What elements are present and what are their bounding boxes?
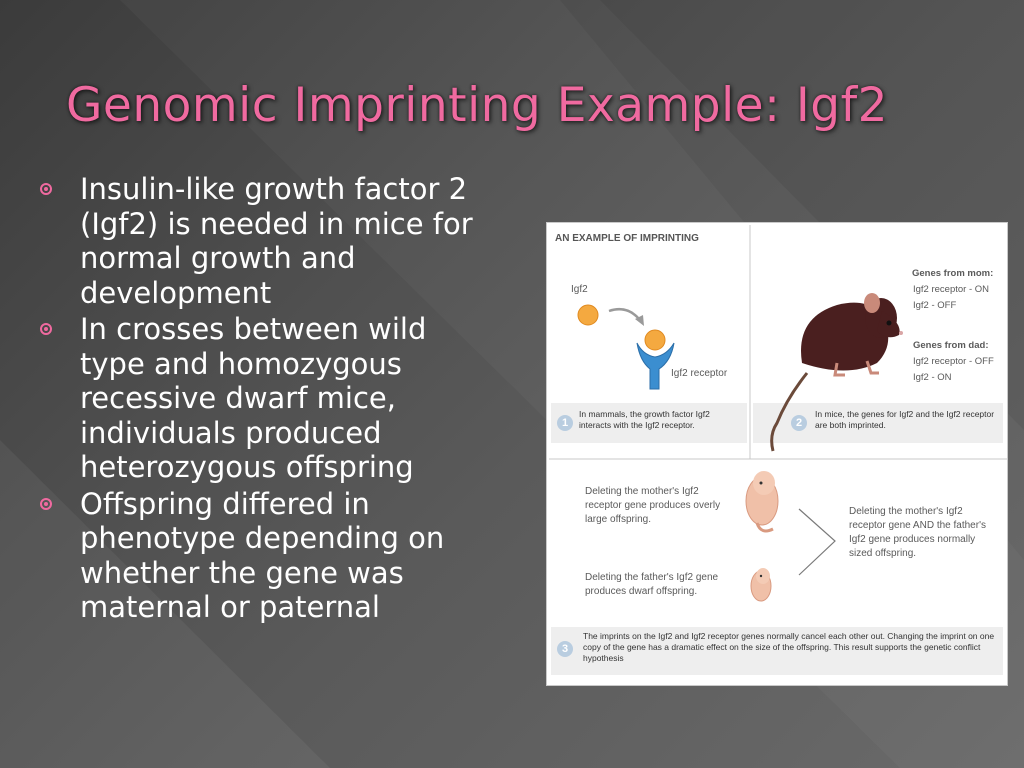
panel2-caption: In mice, the genes for Igf2 and the Igf2 receptor are both imprinted.	[815, 409, 995, 430]
igf2-molecule-icon	[578, 305, 598, 325]
bullet-text: In crosses between wild type and homozygous recessive dwarf mice, individuals produced heterozygous offspring	[80, 312, 427, 484]
mom-gene-line1: Igf2 receptor - ON	[913, 284, 990, 295]
dad-gene-line2: Igf2 - ON	[913, 372, 952, 383]
panel-number-1: 1	[557, 415, 573, 431]
dad-gene-line1: Igf2 receptor - OFF	[913, 356, 994, 367]
receptor-label: Igf2 receptor	[671, 368, 728, 379]
bullet-item	[38, 312, 498, 485]
large-embryo-icon	[746, 471, 778, 531]
bullet-circle-icon	[40, 498, 52, 510]
bracket-icon	[799, 509, 835, 575]
slide-title: Genomic Imprinting Example: Igf2	[66, 78, 889, 133]
bullet-list	[38, 172, 498, 627]
large-offspring-text: Deleting the mother's Igf2 receptor gene produces overly large offspring.	[585, 486, 721, 525]
dwarf-offspring-text: Deleting the father's Igf2 gene produces dwarf offspring.	[585, 572, 719, 597]
panel-number-2: 2	[791, 415, 807, 431]
panel-number-3: 3	[557, 641, 573, 657]
bullet-circle-icon	[40, 323, 52, 335]
figure-heading: AN EXAMPLE OF IMPRINTING	[555, 233, 699, 244]
bullet-item	[38, 487, 498, 625]
panel3-caption: The imprints on the Igf2 and Igf2 receptor genes normally cancel each other out. Changing the imprint on one copy of the gene has a dramatic effect on the size of the offspring. This result supports the genetic conflict hypothesis	[583, 631, 995, 663]
dwarf-embryo-icon	[751, 568, 771, 601]
panel1-caption: In mammals, the growth factor Igf2 interacts with the Igf2 receptor.	[579, 409, 710, 430]
bullet-circle-icon	[40, 183, 52, 195]
igf2-label: Igf2	[571, 284, 588, 295]
arrow-icon	[609, 309, 644, 326]
normal-offspring-text: Deleting the mother's Igf2 receptor gene AND the father's Igf2 gene produces normally sized offspring.	[849, 506, 986, 559]
dad-genes-heading: Genes from dad:	[913, 340, 989, 351]
mom-genes-heading: Genes from mom:	[912, 268, 994, 279]
mom-gene-line2: Igf2 - OFF	[913, 300, 957, 311]
receptor-icon	[637, 330, 674, 389]
bullet-item	[38, 172, 498, 310]
imprinting-figure	[546, 222, 1008, 686]
bullet-text: Offspring differed in phenotype depending on whether the gene was maternal or paternal	[80, 486, 445, 624]
bullet-text: Insulin-like growth factor 2 (Igf2) is needed in mice for normal growth and development	[80, 172, 473, 310]
